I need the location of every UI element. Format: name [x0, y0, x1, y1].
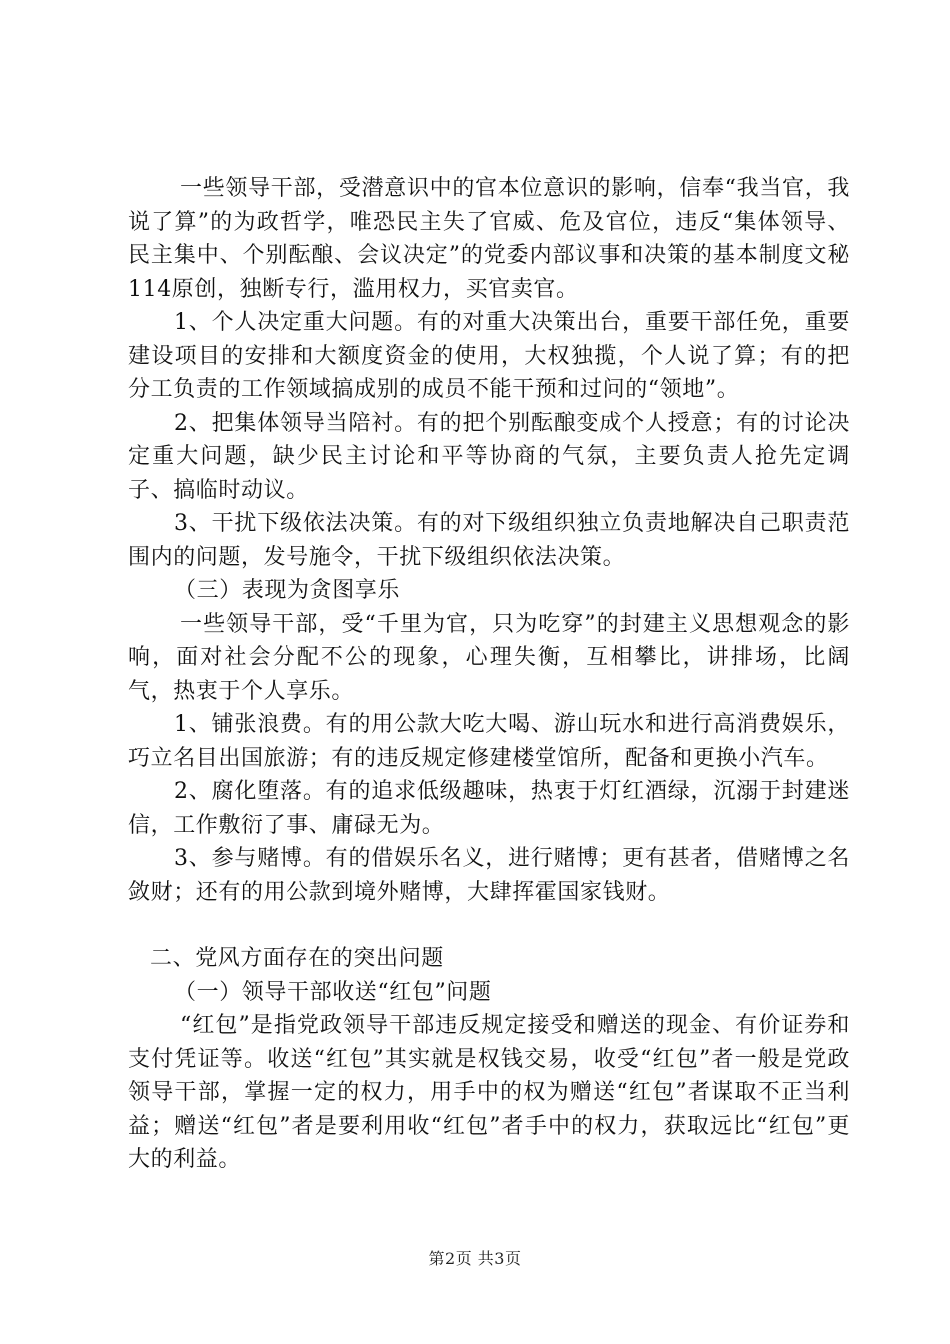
paragraph-item-3-gambling: 3、参与赌博。有的借娱乐名义，进行赌博；更有甚者，借赌博之名敛财；还有的用公款到境外赌博，大肆挥霍国家钱财。	[128, 846, 850, 905]
page-footer: 第2页 共3页	[428, 1249, 522, 1268]
section-heading-3: （三）表现为贪图享乐	[174, 578, 401, 603]
paragraph-item-2-collective-leadership: 2、把集体领导当陪衬。有的把个别酝酿变成个人授意；有的讨论决定重大问题，缺少民主讨论和平等协商的气氛，主要负责人抢先定调子、搞临时动议。	[128, 410, 850, 503]
paragraph-intro-pleasure: 一些领导干部，受“千里为官，只为吃穿”的封建主义思想观念的影响，面对社会分配不公的现象，心理失衡，互相攀比，讲排场，比阔气，热衷于个人享乐。	[128, 611, 850, 704]
paragraph-red-envelope-definition: “红包”是指党政领导干部违反规定接受和赠送的现金、有价证券和支付凭证等。收送“红包”其实就是权钱交易，收受“红包”者一般是党政领导干部，掌握一定的权力，用手中的权为赠送“红包”者谋取不正当利益；赠送“红包”者是要利用收“红包”者手中的权力，获取远比“红包”更大的利益。	[128, 1013, 850, 1172]
section-heading-red-envelope: （一）领导干部收送“红包”问题	[174, 979, 492, 1005]
document-body	[128, 172, 850, 1177]
paragraph-item-3-interference: 3、干扰下级依法决策。有的对下级组织独立负责地解决自己职责范围内的问题，发号施令，干扰下级组织依法决策。	[128, 511, 850, 570]
paragraph-intro-privilege: 一些领导干部，受潜意识中的官本位意识的影响，信奉“我当官，我说了算”的为政哲学，唯恐民主失了官威、危及官位，违反“集体领导、民主集中、个别酝酿、会议决定”的党委内部议事和决策的基本制度文秘114原创，独断专行，滥用权力，买官卖官。	[128, 176, 850, 302]
paragraph-item-2-corruption: 2、腐化堕落。有的追求低级趣味，热衷于灯红酒绿，沉溺于封建迷信，工作敷衍了事、庸碌无为。	[128, 779, 850, 838]
section-heading-party-conduct: 二、党风方面存在的突出问题	[150, 946, 444, 971]
paragraph-item-1-personal-decision: 1、个人决定重大问题。有的对重大决策出台，重要干部任免，重要建设项目的安排和大额度资金的使用，大权独揽，个人说了算；有的把分工负责的工作领域搞成别的成员不能干预和过问的“领地”。	[128, 310, 850, 402]
paragraph-item-1-waste: 1、铺张浪费。有的用公款大吃大喝、游山玩水和进行高消费娱乐，巧立名目出国旅游；有的违反规定修建楼堂馆所，配备和更换小汽车。	[128, 712, 850, 771]
paragraph-gap	[128, 909, 850, 942]
